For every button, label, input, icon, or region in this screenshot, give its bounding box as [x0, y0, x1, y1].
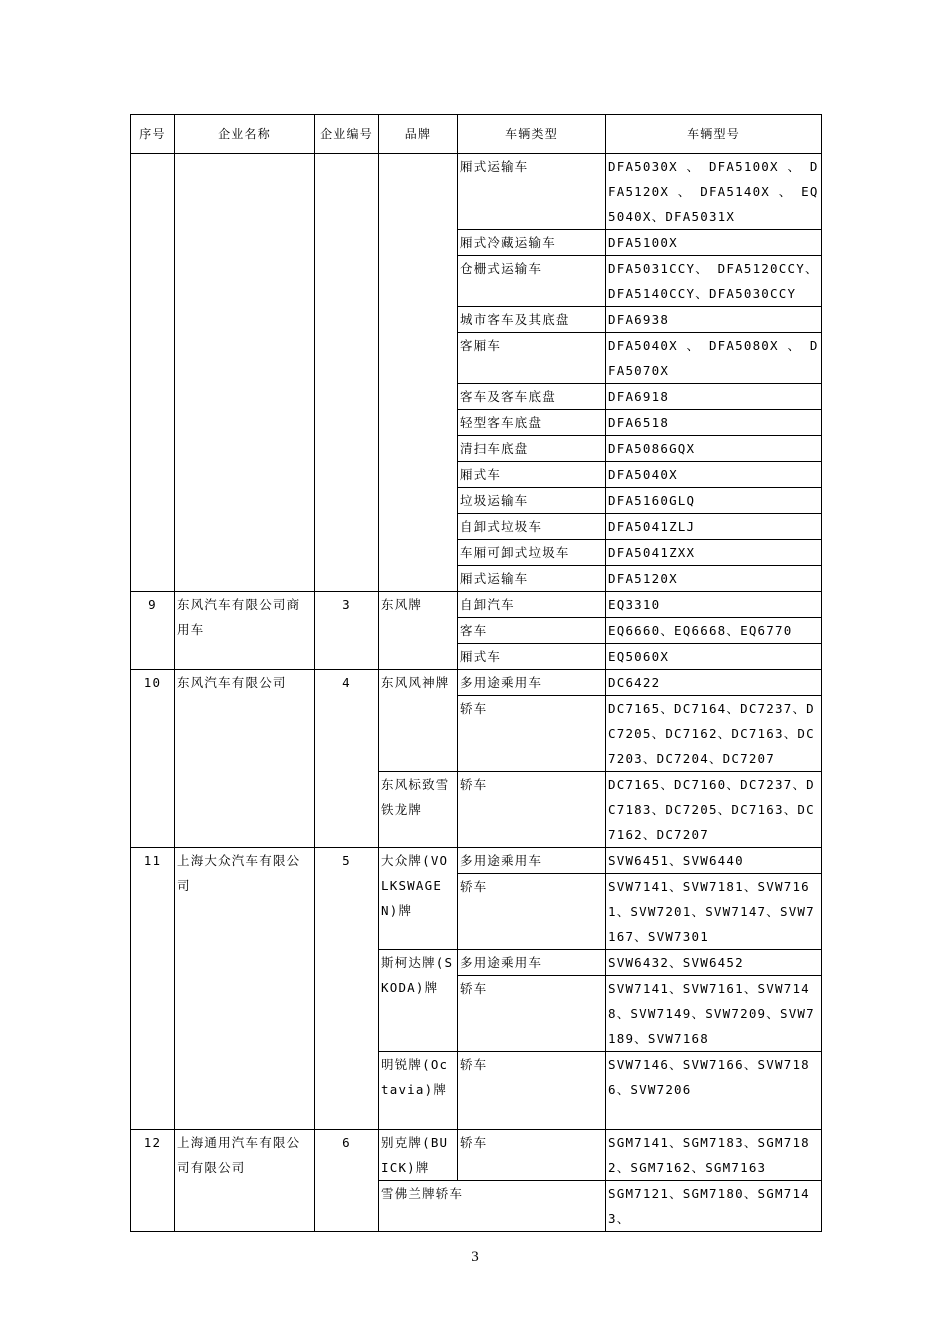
vehicle-models-cell: SGM7121、SGM7180、SGM7143、	[606, 1181, 822, 1232]
vehicle-models-cell: SVW6432、SVW6452	[606, 950, 822, 976]
code-cell: 5	[315, 848, 379, 1130]
vehicle-type-cell: 仓栅式运输车	[458, 256, 606, 307]
vehicle-models-cell: DFA5030X 、 DFA5100X 、 DFA5120X 、 DFA5140X 、 EQ5040X、DFA5031X	[606, 154, 822, 230]
vehicle-models-cell: DFA5040X 、 DFA5080X 、 DFA5070X	[606, 333, 822, 384]
vehicle-type-cell: 轿车	[458, 1052, 606, 1130]
brand-cell: 东风标致雪铁龙牌	[379, 772, 458, 848]
vehicle-models-cell: SVW7141、SVW7161、SVW7148、SVW7149、SVW7209、SVW7189、SVW7168	[606, 976, 822, 1052]
vehicle-type-cell: 客车	[458, 618, 606, 644]
seq-cell: 9	[131, 592, 175, 670]
header-vehicle-type: 车辆类型	[458, 115, 606, 154]
vehicle-models-cell: EQ5060X	[606, 644, 822, 670]
company-cell: 上海通用汽车有限公司有限公司	[175, 1130, 315, 1232]
code-cell: 3	[315, 592, 379, 670]
vehicle-models-cell: EQ3310	[606, 592, 822, 618]
seq-cell: 10	[131, 670, 175, 848]
vehicle-models-cell: DFA5100X	[606, 230, 822, 256]
vehicle-type-cell: 轿车	[458, 696, 606, 772]
vehicle-type-cell: 厢式车	[458, 644, 606, 670]
vehicle-type-cell: 厢式冷藏运输车	[458, 230, 606, 256]
vehicle-models-cell: EQ6660、EQ6668、EQ6770	[606, 618, 822, 644]
table-row	[131, 670, 822, 696]
vehicle-models-cell: SGM7141、SGM7183、SGM7182、SGM7162、SGM7163	[606, 1130, 822, 1181]
brand-cell: 雪佛兰牌轿车	[379, 1181, 606, 1232]
vehicle-type-cell: 多用途乘用车	[458, 848, 606, 874]
vehicle-models-cell: DFA5031CCY、 DFA5120CCY、DFA5140CCY、DFA5030CCY	[606, 256, 822, 307]
vehicle-type-cell: 轿车	[458, 1130, 606, 1181]
vehicle-type-cell: 轿车	[458, 874, 606, 950]
vehicle-models-cell: DFA5041ZLJ	[606, 514, 822, 540]
vehicle-models-cell: DC7165、DC7164、DC7237、DC7205、DC7162、DC7163、DC7203、DC7204、DC7207	[606, 696, 822, 772]
table-row	[131, 154, 822, 230]
vehicle-models-cell: DFA5040X	[606, 462, 822, 488]
table-row	[131, 1130, 822, 1181]
vehicle-type-cell: 车厢可卸式垃圾车	[458, 540, 606, 566]
company-cell: 东风汽车有限公司商用车	[175, 592, 315, 670]
vehicle-model-table	[130, 114, 822, 1232]
vehicle-type-cell: 多用途乘用车	[458, 950, 606, 976]
vehicle-type-cell: 厢式运输车	[458, 154, 606, 230]
brand-cell: 东风牌	[379, 592, 458, 670]
vehicle-models-cell: DC6422	[606, 670, 822, 696]
code-cell	[315, 154, 379, 592]
header-company: 企业名称	[175, 115, 315, 154]
vehicle-models-cell: DFA6938	[606, 307, 822, 333]
vehicle-type-cell: 厢式运输车	[458, 566, 606, 592]
company-cell: 东风汽车有限公司	[175, 670, 315, 848]
code-cell: 4	[315, 670, 379, 848]
vehicle-type-cell: 客车及客车底盘	[458, 384, 606, 410]
vehicle-models-cell: DFA5041ZXX	[606, 540, 822, 566]
vehicle-models-cell: DFA5160GLQ	[606, 488, 822, 514]
seq-cell	[131, 154, 175, 592]
company-cell	[175, 154, 315, 592]
vehicle-type-cell: 轿车	[458, 772, 606, 848]
company-cell: 上海大众汽车有限公司	[175, 848, 315, 1130]
brand-cell: 大众牌(VOLKSWAGEN)牌	[379, 848, 458, 950]
vehicle-models-cell: SVW6451、SVW6440	[606, 848, 822, 874]
vehicle-type-cell: 自卸式垃圾车	[458, 514, 606, 540]
vehicle-type-cell: 客厢车	[458, 333, 606, 384]
header-row	[131, 115, 822, 154]
vehicle-type-cell: 清扫车底盘	[458, 436, 606, 462]
brand-cell: 斯柯达牌(SKODA)牌	[379, 950, 458, 1052]
vehicle-models-cell: DFA6518	[606, 410, 822, 436]
vehicle-type-cell: 城市客车及其底盘	[458, 307, 606, 333]
seq-cell: 12	[131, 1130, 175, 1232]
brand-cell: 明锐牌(Octavia)牌	[379, 1052, 458, 1130]
page-number: 3	[471, 1249, 479, 1265]
header-brand: 品牌	[379, 115, 458, 154]
code-cell: 6	[315, 1130, 379, 1232]
table-row	[131, 848, 822, 874]
vehicle-type-cell: 厢式车	[458, 462, 606, 488]
vehicle-type-cell: 自卸汽车	[458, 592, 606, 618]
vehicle-models-cell: DFA5120X	[606, 566, 822, 592]
vehicle-models-cell: DC7165、DC7160、DC7237、DC7183、DC7205、DC7163、DC7162、DC7207	[606, 772, 822, 848]
vehicle-models-cell: DFA5086GQX	[606, 436, 822, 462]
vehicle-models-cell: SVW7146、SVW7166、SVW7186、SVW7206	[606, 1052, 822, 1130]
header-vehicle-models: 车辆型号	[606, 115, 822, 154]
header-seq: 序号	[131, 115, 175, 154]
vehicle-type-cell: 轿车	[458, 976, 606, 1052]
seq-cell: 11	[131, 848, 175, 1130]
vehicle-models-cell: DFA6918	[606, 384, 822, 410]
table-row	[131, 592, 822, 618]
brand-cell	[379, 154, 458, 592]
header-code: 企业编号	[315, 115, 379, 154]
brand-cell: 东风风神牌	[379, 670, 458, 772]
brand-cell: 别克牌(BUICK)牌	[379, 1130, 458, 1181]
table-header	[131, 115, 822, 154]
vehicle-type-cell: 垃圾运输车	[458, 488, 606, 514]
vehicle-type-cell: 轻型客车底盘	[458, 410, 606, 436]
vehicle-models-cell: SVW7141、SVW7181、SVW7161、SVW7201、SVW7147、SVW7167、SVW7301	[606, 874, 822, 950]
vehicle-type-cell: 多用途乘用车	[458, 670, 606, 696]
